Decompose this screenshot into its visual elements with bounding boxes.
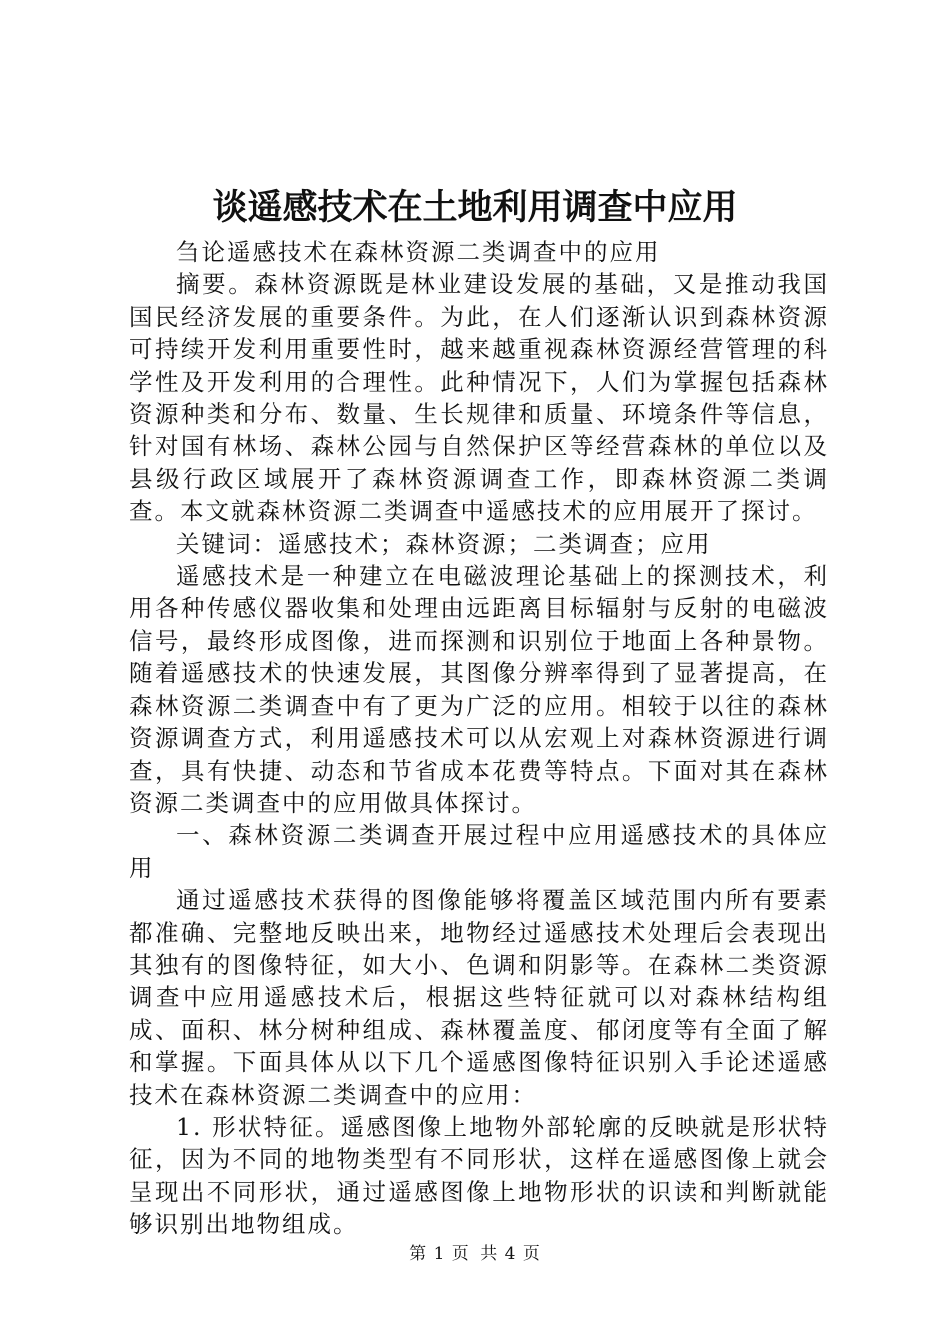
paragraph-abstract: 摘要。森林资源既是林业建设发展的基础，又是推动我国国民经济发展的重要条件。为此，在人们逐渐认识到森林资源可持续开发利用重要性时，越来越重视森林资源经营管理的科学性及开发利用的合理性。此种情况下，人们为掌握包括森林资源种类和分布、数量、生长规律和质量、环境条件等信息，针对国有林场、森林公园与自然保护区等经营森林的单位以及县级行政区域展开了森林资源调查工作，即森林资源二类调查。本文就森林资源二类调查中遥感技术的应用展开了探讨。 — [129, 270, 829, 526]
section-heading-1: 一、森林资源二类调查开展过程中应用遥感技术的具体应用 — [129, 821, 829, 882]
document-title: 谈遥感技术在土地利用调查中应用 — [212, 187, 738, 228]
paragraph-keywords: 关键词：遥感技术；森林资源；二类调查；应用 — [176, 529, 712, 558]
page-footer — [0, 1243, 950, 1265]
page-total: 共 4 页 — [480, 1244, 541, 1264]
page-number: 第 1 页 — [409, 1244, 470, 1264]
paragraph-shape-feature: 1. 形状特征。遥感图像上地物外部轮廓的反映就是形状特征，因为不同的地物类型有不同形状，这样在遥感图像上就会呈现出不同形状，通过遥感图像上地物形状的识读和判断就能够识别出地物组成。 — [129, 1112, 829, 1239]
paragraph-image-features: 通过遥感技术获得的图像能够将覆盖区域范围内所有要素都准确、完整地反映出来，地物经过遥感技术处理后会表现出其独有的图像特征，如大小、色调和阴影等。在森林二类资源调查中应用遥感技术后，根据这些特征就可以对森林结构组成、面积、林分树种组成、森林覆盖度、郁闭度等有全面了解和掌握。下面具体从以下几个遥感图像特征识别入手论述遥感技术在森林资源二类调查中的应用： — [129, 886, 829, 1109]
document-body — [129, 236, 829, 1241]
paragraph-subtitle: 刍论遥感技术在森林资源二类调查中的应用 — [176, 238, 661, 266]
paragraph-intro: 遥感技术是一种建立在电磁波理论基础上的探测技术，利用各种传感仪器收集和处理由远距离目标辐射与反射的电磁波信号，最终形成图像，进而探测和识别位于地面上各种景物。随着遥感技术的快速发展，其图像分辨率得到了显著提高，在森林资源二类调查中有了更为广泛的应用。相较于以往的森林资源调查方式，利用遥感技术可以从宏观上对森林资源进行调查，具有快捷、动态和节省成本花费等特点。下面对其在森林资源二类调查中的应用做具体探讨。 — [129, 562, 829, 817]
